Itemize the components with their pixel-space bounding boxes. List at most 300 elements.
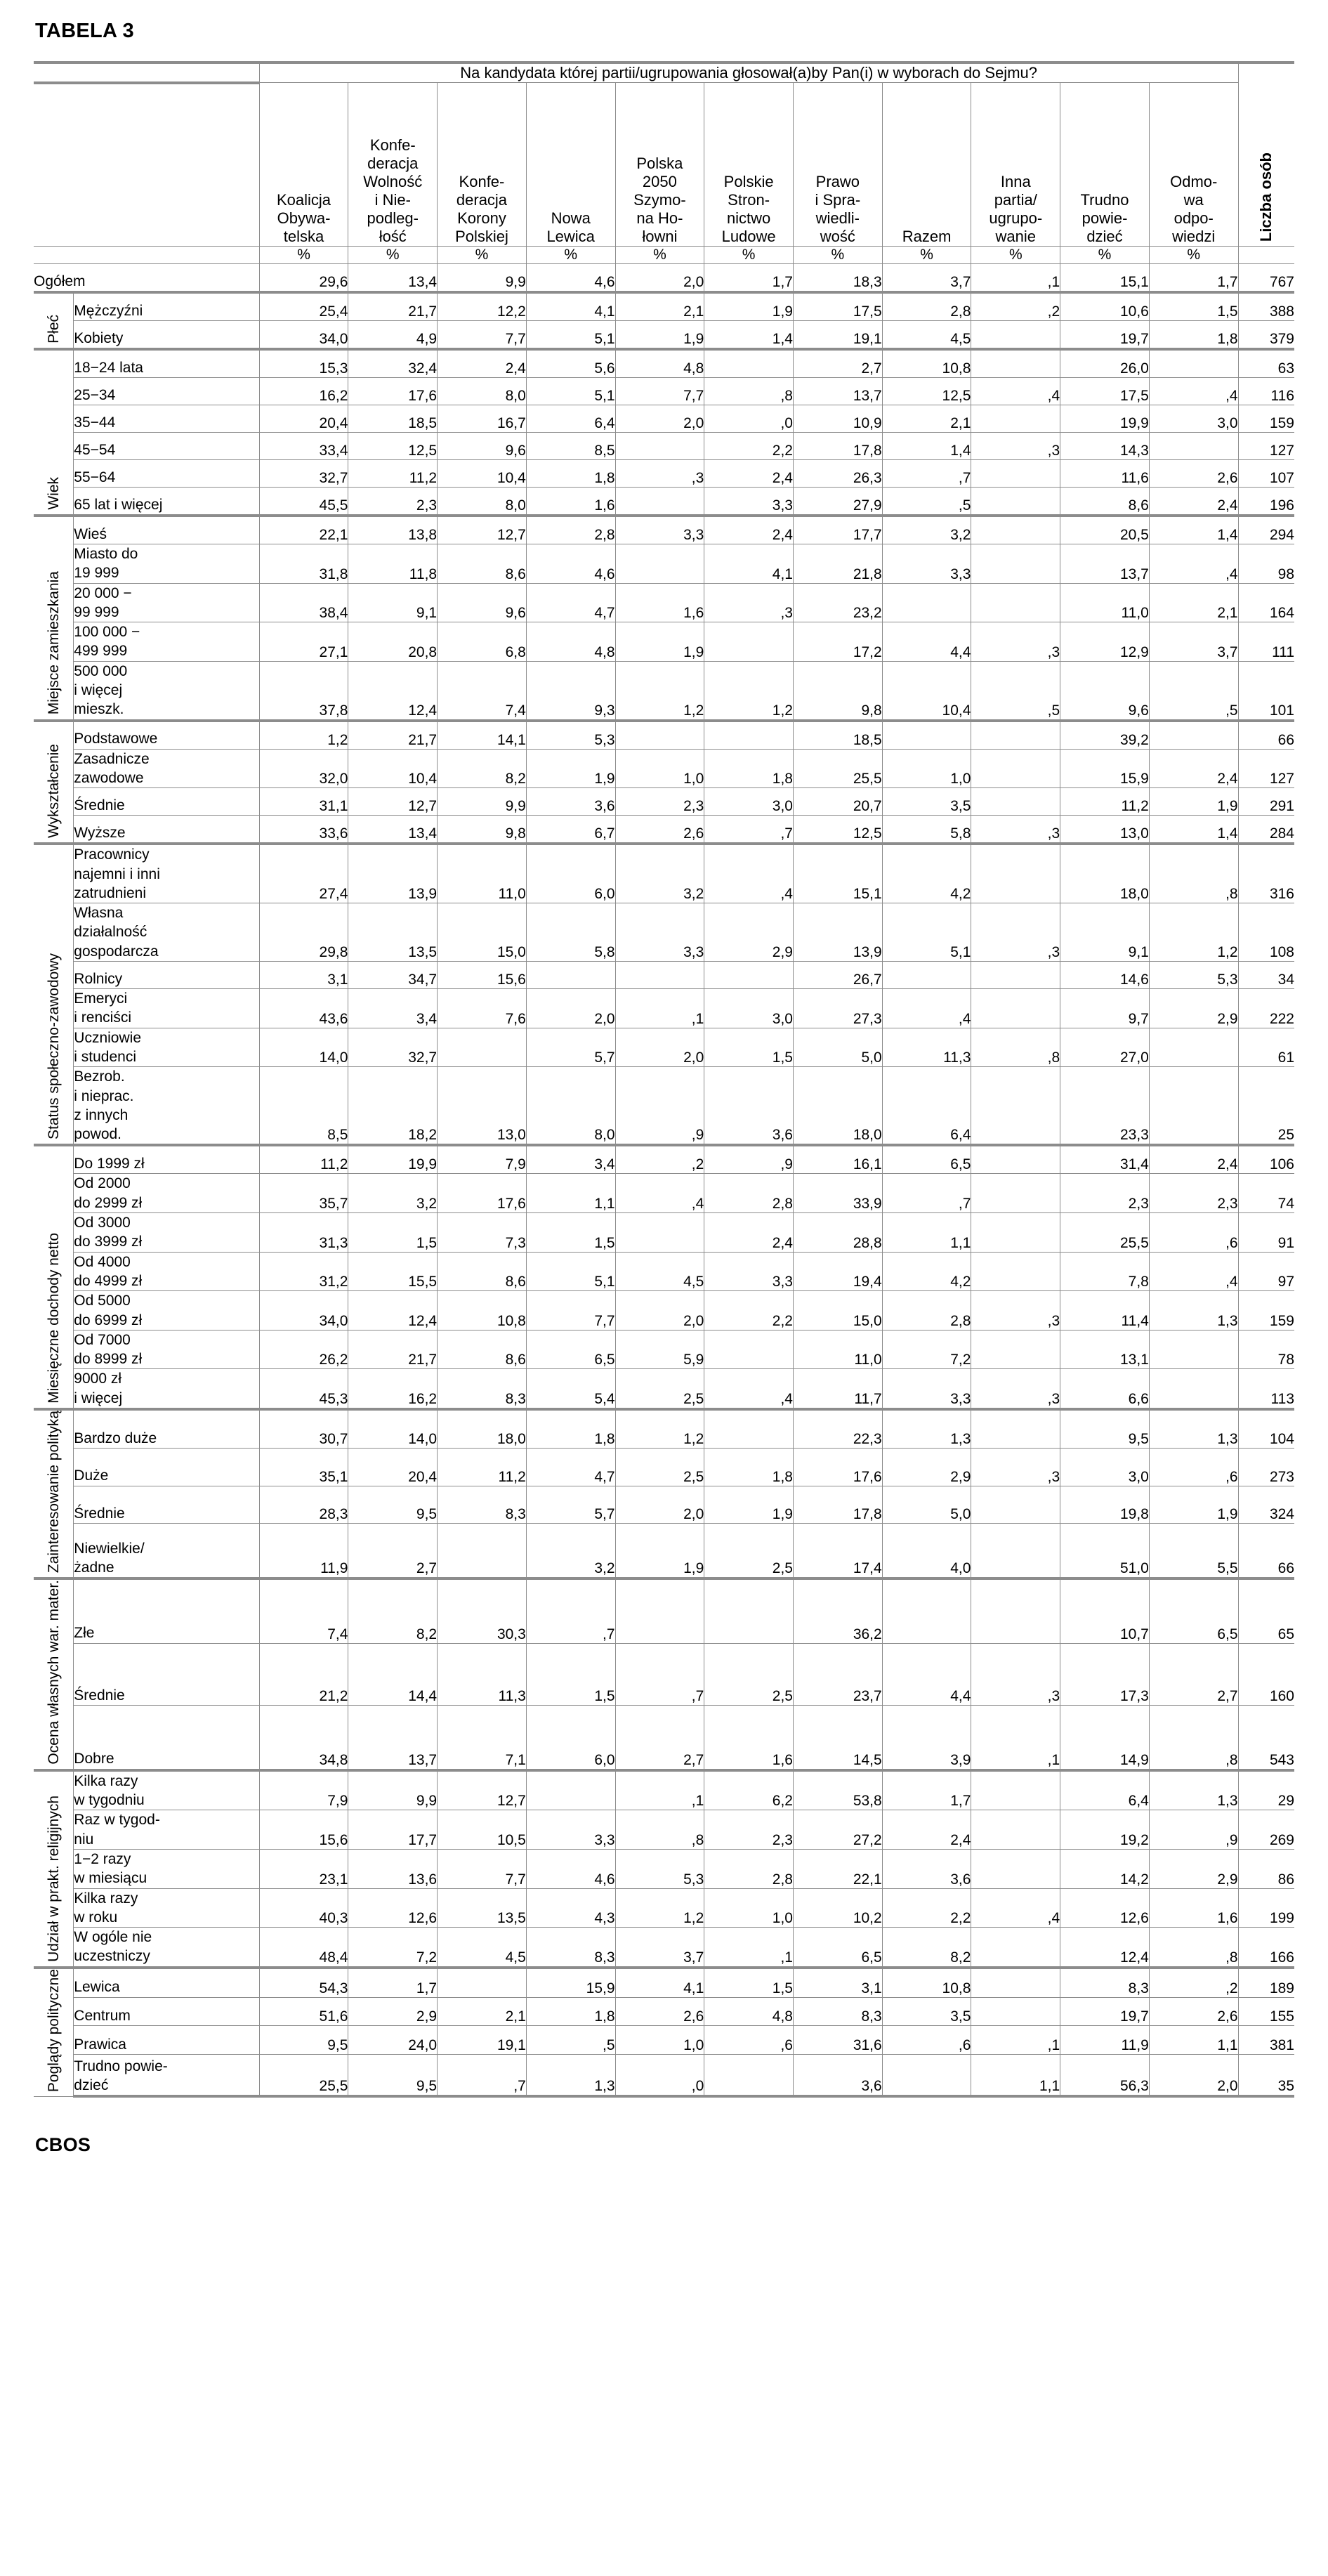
row-label: Od 2000 do 2999 zł	[74, 1174, 259, 1213]
row-value-6: 21,8	[793, 544, 882, 584]
table-row	[34, 1449, 1294, 1486]
row-value-6: 33,9	[793, 1174, 882, 1213]
row-value-3: 5,7	[526, 1028, 615, 1067]
row-value-1: 14,0	[348, 1409, 438, 1449]
total-value-0: 29,6	[259, 264, 348, 293]
row-value-10: 1,6	[1149, 1888, 1238, 1928]
row-group-text: Miesięczne dochody netto	[45, 1233, 62, 1404]
row-value-5: ,7	[704, 816, 794, 844]
row-label: 20 000 − 99 999	[74, 583, 259, 622]
row-value-6: 22,1	[793, 1849, 882, 1888]
table-row	[34, 816, 1294, 844]
row-value-3	[526, 1770, 615, 1810]
row-value-9: 8,6	[1060, 488, 1150, 516]
row-value-0: 37,8	[259, 661, 348, 720]
row-value-1: 13,6	[348, 1849, 438, 1888]
row-value-9: 9,7	[1060, 989, 1150, 1028]
row-value-5: 2,8	[704, 1849, 794, 1888]
row-value-10: ,4	[1149, 544, 1238, 584]
row-value-1: 2,3	[348, 488, 438, 516]
row-value-4: 1,0	[615, 2026, 704, 2055]
row-value-6: 11,0	[793, 1330, 882, 1369]
row-value-10: ,8	[1149, 1928, 1238, 1968]
table-row	[34, 1968, 1294, 1997]
row-value-9: 11,4	[1060, 1291, 1150, 1331]
survey-table	[34, 61, 1294, 2098]
row-value-6: 22,3	[793, 1409, 882, 1449]
row-value-3: 6,5	[526, 1330, 615, 1369]
row-value-3: 3,6	[526, 788, 615, 816]
row-value-3: 3,2	[526, 1524, 615, 1578]
row-label: 45−54	[74, 433, 259, 460]
row-label: Niewielkie/ żadne	[74, 1524, 259, 1578]
row-value-2: 8,6	[438, 1252, 527, 1291]
row-value-7: 11,3	[882, 1028, 971, 1067]
row-value-8: ,3	[971, 1449, 1060, 1486]
row-value-8	[971, 989, 1060, 1028]
row-value-6: 13,9	[793, 903, 882, 962]
row-value-0: 45,3	[259, 1369, 348, 1409]
row-value-1: 2,9	[348, 1997, 438, 2026]
row-label: Uczniowie i studenci	[74, 1028, 259, 1067]
row-value-9: 14,2	[1060, 1849, 1150, 1888]
row-value-6: 9,8	[793, 661, 882, 720]
row-value-8	[971, 1997, 1060, 2026]
row-value-3: 5,3	[526, 721, 615, 750]
row-value-9: 8,3	[1060, 1968, 1150, 1997]
row-value-3: 15,9	[526, 1968, 615, 1997]
header-row-units	[34, 247, 1294, 264]
row-value-2: 7,3	[438, 1213, 527, 1253]
row-value-3	[526, 962, 615, 989]
row-value-4: 2,0	[615, 1291, 704, 1331]
row-count: 98	[1238, 544, 1294, 584]
page-footer-logo: CBOS	[35, 2134, 91, 2156]
row-value-1: 9,1	[348, 583, 438, 622]
row-label: Średnie	[74, 1643, 259, 1706]
row-value-10: 1,3	[1149, 1409, 1238, 1449]
row-count: 127	[1238, 749, 1294, 788]
row-value-5: 1,4	[704, 321, 794, 350]
table-row	[34, 1888, 1294, 1928]
row-value-4: 1,2	[615, 661, 704, 720]
row-count: 273	[1238, 1449, 1294, 1486]
row-group-label-4	[34, 844, 74, 1145]
row-group-text: Zainteresowanie polityką	[45, 1410, 62, 1574]
row-value-1: 10,4	[348, 749, 438, 788]
row-value-9: 9,6	[1060, 661, 1150, 720]
row-value-0: 27,4	[259, 844, 348, 903]
row-value-0: 8,5	[259, 1067, 348, 1146]
row-value-9: 31,4	[1060, 1145, 1150, 1174]
row-value-6: 19,1	[793, 321, 882, 350]
page-title: TABELA 3	[35, 20, 134, 42]
header-unit-count-spacer	[1238, 247, 1294, 264]
row-label: W ogóle nie uczestniczy	[74, 1928, 259, 1968]
row-count: 155	[1238, 1997, 1294, 2026]
row-value-9: 14,3	[1060, 433, 1150, 460]
row-value-4: 2,7	[615, 1706, 704, 1770]
total-value-7: 3,7	[882, 264, 971, 293]
table-row	[34, 433, 1294, 460]
row-value-7: 2,1	[882, 405, 971, 433]
row-value-6: 28,8	[793, 1213, 882, 1253]
row-value-0: 31,3	[259, 1213, 348, 1253]
header-unit-0: %	[259, 247, 348, 264]
row-value-4: 1,6	[615, 583, 704, 622]
row-value-4: 5,9	[615, 1330, 704, 1369]
row-group-text: Płeć	[45, 315, 62, 344]
row-value-7: 3,3	[882, 544, 971, 584]
row-value-4	[615, 433, 704, 460]
row-value-8	[971, 1578, 1060, 1643]
row-count: 388	[1238, 292, 1294, 321]
total-value-9: 15,1	[1060, 264, 1150, 293]
row-value-10: ,9	[1149, 1810, 1238, 1850]
row-value-10: 1,4	[1149, 816, 1238, 844]
row-value-0: 7,9	[259, 1770, 348, 1810]
row-value-1: 13,4	[348, 816, 438, 844]
table-row	[34, 749, 1294, 788]
row-value-8	[971, 516, 1060, 544]
row-value-8: ,1	[971, 2026, 1060, 2055]
row-value-2	[438, 1968, 527, 1997]
row-group-label-5	[34, 1145, 74, 1409]
row-value-3: 4,3	[526, 1888, 615, 1928]
row-value-3: 4,7	[526, 583, 615, 622]
row-label: Raz w tygod- niu	[74, 1810, 259, 1850]
row-group-text: Wykształcenie	[45, 744, 62, 839]
row-value-0: 30,7	[259, 1409, 348, 1449]
row-value-2: 7,1	[438, 1706, 527, 1770]
row-value-3: 6,0	[526, 1706, 615, 1770]
row-value-6: 3,6	[793, 2055, 882, 2097]
row-value-8: ,4	[971, 378, 1060, 405]
row-value-7: 4,5	[882, 321, 971, 350]
row-value-9: 10,7	[1060, 1578, 1150, 1643]
row-group-label-2	[34, 516, 74, 721]
row-value-7: 1,3	[882, 1409, 971, 1449]
row-value-2: 8,0	[438, 378, 527, 405]
row-value-5: 4,8	[704, 1997, 794, 2026]
row-value-1: 12,7	[348, 788, 438, 816]
row-value-2: 7,7	[438, 321, 527, 350]
total-value-4: 2,0	[615, 264, 704, 293]
row-value-6: 10,2	[793, 1888, 882, 1928]
row-value-4: ,9	[615, 1067, 704, 1146]
row-label: Od 3000 do 3999 zł	[74, 1213, 259, 1253]
row-value-8: ,3	[971, 903, 1060, 962]
row-value-5: 3,6	[704, 1067, 794, 1146]
row-value-8	[971, 1145, 1060, 1174]
row-value-4: 3,7	[615, 1928, 704, 1968]
row-value-3: 4,6	[526, 1849, 615, 1888]
row-value-8	[971, 721, 1060, 750]
row-value-0: 20,4	[259, 405, 348, 433]
row-value-3: 5,1	[526, 1252, 615, 1291]
row-value-3: 5,8	[526, 903, 615, 962]
row-value-5: 1,6	[704, 1706, 794, 1770]
row-value-1: 13,9	[348, 844, 438, 903]
row-group-text: Ocena własnych war. mater.	[45, 1580, 62, 1765]
row-value-7: ,6	[882, 2026, 971, 2055]
row-value-3: 3,4	[526, 1145, 615, 1174]
row-value-5: ,1	[704, 1928, 794, 1968]
row-value-1: 12,4	[348, 1291, 438, 1331]
row-value-2: 10,4	[438, 460, 527, 488]
row-group-label-9	[34, 1968, 74, 2097]
row-value-2: 13,5	[438, 1888, 527, 1928]
row-value-1: 21,7	[348, 292, 438, 321]
row-value-3: 4,8	[526, 622, 615, 662]
row-value-1: 21,7	[348, 721, 438, 750]
row-label: Prawica	[74, 2026, 259, 2055]
row-group-label-8	[34, 1770, 74, 1968]
row-value-10: ,4	[1149, 1252, 1238, 1291]
row-value-7	[882, 583, 971, 622]
row-count: 379	[1238, 321, 1294, 350]
row-value-3: 5,6	[526, 349, 615, 378]
row-value-10: 1,2	[1149, 903, 1238, 962]
row-value-7: ,7	[882, 1174, 971, 1213]
row-value-1: 11,2	[348, 460, 438, 488]
row-value-1: 32,7	[348, 1028, 438, 1067]
row-value-4: 2,0	[615, 1486, 704, 1524]
row-value-5: ,6	[704, 2026, 794, 2055]
row-value-3: 4,7	[526, 1449, 615, 1486]
row-value-10: ,8	[1149, 1706, 1238, 1770]
row-label: Dobre	[74, 1706, 259, 1770]
row-value-2: 9,6	[438, 433, 527, 460]
row-value-5: 2,9	[704, 903, 794, 962]
row-value-1: 15,5	[348, 1252, 438, 1291]
row-value-0: 35,7	[259, 1174, 348, 1213]
row-value-8: ,3	[971, 622, 1060, 662]
row-value-9: 17,3	[1060, 1643, 1150, 1706]
row-group-text: Udział w prakt. religijnych	[45, 1795, 62, 1962]
row-value-5: 2,5	[704, 1643, 794, 1706]
row-value-2: 7,6	[438, 989, 527, 1028]
row-value-8	[971, 1524, 1060, 1578]
row-value-2: 7,4	[438, 661, 527, 720]
row-count: 543	[1238, 1706, 1294, 1770]
row-value-10: 2,9	[1149, 989, 1238, 1028]
row-value-5: 2,3	[704, 1810, 794, 1850]
table-row	[34, 516, 1294, 544]
row-count: 316	[1238, 844, 1294, 903]
row-value-10: 5,3	[1149, 962, 1238, 989]
row-label: Do 1999 zł	[74, 1145, 259, 1174]
row-value-4: 2,6	[615, 1997, 704, 2026]
row-value-7: ,7	[882, 460, 971, 488]
row-count: 61	[1238, 1028, 1294, 1067]
row-value-10	[1149, 1330, 1238, 1369]
row-value-9: 11,2	[1060, 788, 1150, 816]
row-value-7: 10,4	[882, 661, 971, 720]
row-value-0: 16,2	[259, 378, 348, 405]
row-label: Rolnicy	[74, 962, 259, 989]
row-group-label-3	[34, 721, 74, 844]
row-value-1: 12,5	[348, 433, 438, 460]
row-count: 269	[1238, 1810, 1294, 1850]
row-value-3: 5,7	[526, 1486, 615, 1524]
row-value-2: 8,6	[438, 1330, 527, 1369]
row-value-3: 6,0	[526, 844, 615, 903]
row-value-6: 31,6	[793, 2026, 882, 2055]
row-value-8	[971, 321, 1060, 350]
row-value-10: ,6	[1149, 1213, 1238, 1253]
row-value-6: 27,3	[793, 989, 882, 1028]
row-value-10	[1149, 1369, 1238, 1409]
row-value-7: 10,8	[882, 1968, 971, 1997]
row-value-6: 8,3	[793, 1997, 882, 2026]
table-row	[34, 1291, 1294, 1331]
row-value-4: 2,6	[615, 816, 704, 844]
row-label: Lewica	[74, 1968, 259, 1997]
row-value-9: 19,8	[1060, 1486, 1150, 1524]
row-value-10: 1,3	[1149, 1291, 1238, 1331]
table-row	[34, 844, 1294, 903]
row-label: 500 000 i więcej mieszk.	[74, 661, 259, 720]
row-value-4: 3,2	[615, 844, 704, 903]
row-value-2: 7,7	[438, 1849, 527, 1888]
row-value-2: 9,6	[438, 583, 527, 622]
row-value-0: 29,8	[259, 903, 348, 962]
row-value-8: 1,1	[971, 2055, 1060, 2097]
row-value-3: 1,1	[526, 1174, 615, 1213]
row-value-10: 2,4	[1149, 488, 1238, 516]
row-value-3: ,7	[526, 1578, 615, 1643]
row-value-3: 1,8	[526, 1997, 615, 2026]
row-value-2: ,7	[438, 2055, 527, 2097]
row-value-8: ,3	[971, 433, 1060, 460]
row-value-5: ,4	[704, 844, 794, 903]
row-value-9: 13,1	[1060, 1330, 1150, 1369]
table-row	[34, 1578, 1294, 1643]
row-value-8	[971, 962, 1060, 989]
row-value-4: 2,0	[615, 1028, 704, 1067]
row-value-5	[704, 349, 794, 378]
row-value-6: 13,7	[793, 378, 882, 405]
row-value-4: 7,7	[615, 378, 704, 405]
row-value-3: 8,3	[526, 1928, 615, 1968]
row-value-2: 12,2	[438, 292, 527, 321]
table-row	[34, 1486, 1294, 1524]
row-value-10: 1,8	[1149, 321, 1238, 350]
row-value-9: 13,0	[1060, 816, 1150, 844]
row-value-6: 5,0	[793, 1028, 882, 1067]
row-value-0: 15,3	[259, 349, 348, 378]
row-value-8	[971, 1252, 1060, 1291]
row-value-4: 5,3	[615, 1849, 704, 1888]
row-value-10: ,2	[1149, 1968, 1238, 1997]
row-value-7: 3,5	[882, 788, 971, 816]
row-value-0: 27,1	[259, 622, 348, 662]
row-value-9: 11,0	[1060, 583, 1150, 622]
row-value-10: ,8	[1149, 844, 1238, 903]
row-value-7: ,4	[882, 989, 971, 1028]
row-count: 164	[1238, 583, 1294, 622]
row-value-5: 2,2	[704, 1291, 794, 1331]
row-value-7: 4,4	[882, 1643, 971, 1706]
row-value-9: 10,6	[1060, 292, 1150, 321]
row-value-8	[971, 1486, 1060, 1524]
row-value-9: 19,9	[1060, 405, 1150, 433]
row-count: 199	[1238, 1888, 1294, 1928]
row-value-7: 5,1	[882, 903, 971, 962]
row-value-8: ,2	[971, 292, 1060, 321]
table-row	[34, 989, 1294, 1028]
row-value-9: 19,2	[1060, 1810, 1150, 1850]
row-value-1: 1,5	[348, 1213, 438, 1253]
row-count: 160	[1238, 1643, 1294, 1706]
row-value-3: 1,5	[526, 1213, 615, 1253]
row-value-1: 1,7	[348, 1968, 438, 1997]
row-value-4: 2,0	[615, 405, 704, 433]
row-value-3: 5,4	[526, 1369, 615, 1409]
row-value-1: 9,5	[348, 2055, 438, 2097]
table-row	[34, 1997, 1294, 2026]
row-value-2: 9,8	[438, 816, 527, 844]
row-value-2: 11,2	[438, 1449, 527, 1486]
row-value-1: 19,9	[348, 1145, 438, 1174]
total-value-2: 9,9	[438, 264, 527, 293]
row-value-7: 2,2	[882, 1888, 971, 1928]
row-label: Od 5000 do 6999 zł	[74, 1291, 259, 1331]
row-value-5	[704, 1409, 794, 1449]
row-value-8	[971, 544, 1060, 584]
row-label: Złe	[74, 1578, 259, 1643]
row-value-0: 51,6	[259, 1997, 348, 2026]
row-count: 113	[1238, 1369, 1294, 1409]
table-row	[34, 1252, 1294, 1291]
row-value-0: 28,3	[259, 1486, 348, 1524]
table-head	[34, 63, 1294, 264]
row-value-7: 4,0	[882, 1524, 971, 1578]
header-row-parties	[34, 83, 1294, 247]
row-count: 166	[1238, 1928, 1294, 1968]
table-row	[34, 903, 1294, 962]
row-count: 66	[1238, 1524, 1294, 1578]
row-group-label-1	[34, 349, 74, 516]
row-value-0: 21,2	[259, 1643, 348, 1706]
row-value-10: 1,5	[1149, 292, 1238, 321]
row-label: Własna działalność gospodarcza	[74, 903, 259, 962]
row-value-6: 17,8	[793, 433, 882, 460]
row-count: 91	[1238, 1213, 1294, 1253]
row-value-2: 6,8	[438, 622, 527, 662]
row-value-5: 6,2	[704, 1770, 794, 1810]
row-value-2: 15,6	[438, 962, 527, 989]
row-value-10	[1149, 1067, 1238, 1146]
row-count: 189	[1238, 1968, 1294, 1997]
row-value-1: 2,7	[348, 1524, 438, 1578]
header-count-column	[1238, 63, 1294, 247]
row-value-6: 36,2	[793, 1578, 882, 1643]
row-count: 74	[1238, 1174, 1294, 1213]
row-value-10	[1149, 1028, 1238, 1067]
row-value-0: 34,0	[259, 1291, 348, 1331]
row-value-1: 32,4	[348, 349, 438, 378]
row-value-4: ,1	[615, 989, 704, 1028]
row-value-6: 16,1	[793, 1145, 882, 1174]
row-value-4: ,4	[615, 1174, 704, 1213]
row-count: 104	[1238, 1409, 1294, 1449]
row-value-3: 2,0	[526, 989, 615, 1028]
row-value-3: 3,3	[526, 1810, 615, 1850]
table-row	[34, 962, 1294, 989]
row-label: Wyższe	[74, 816, 259, 844]
